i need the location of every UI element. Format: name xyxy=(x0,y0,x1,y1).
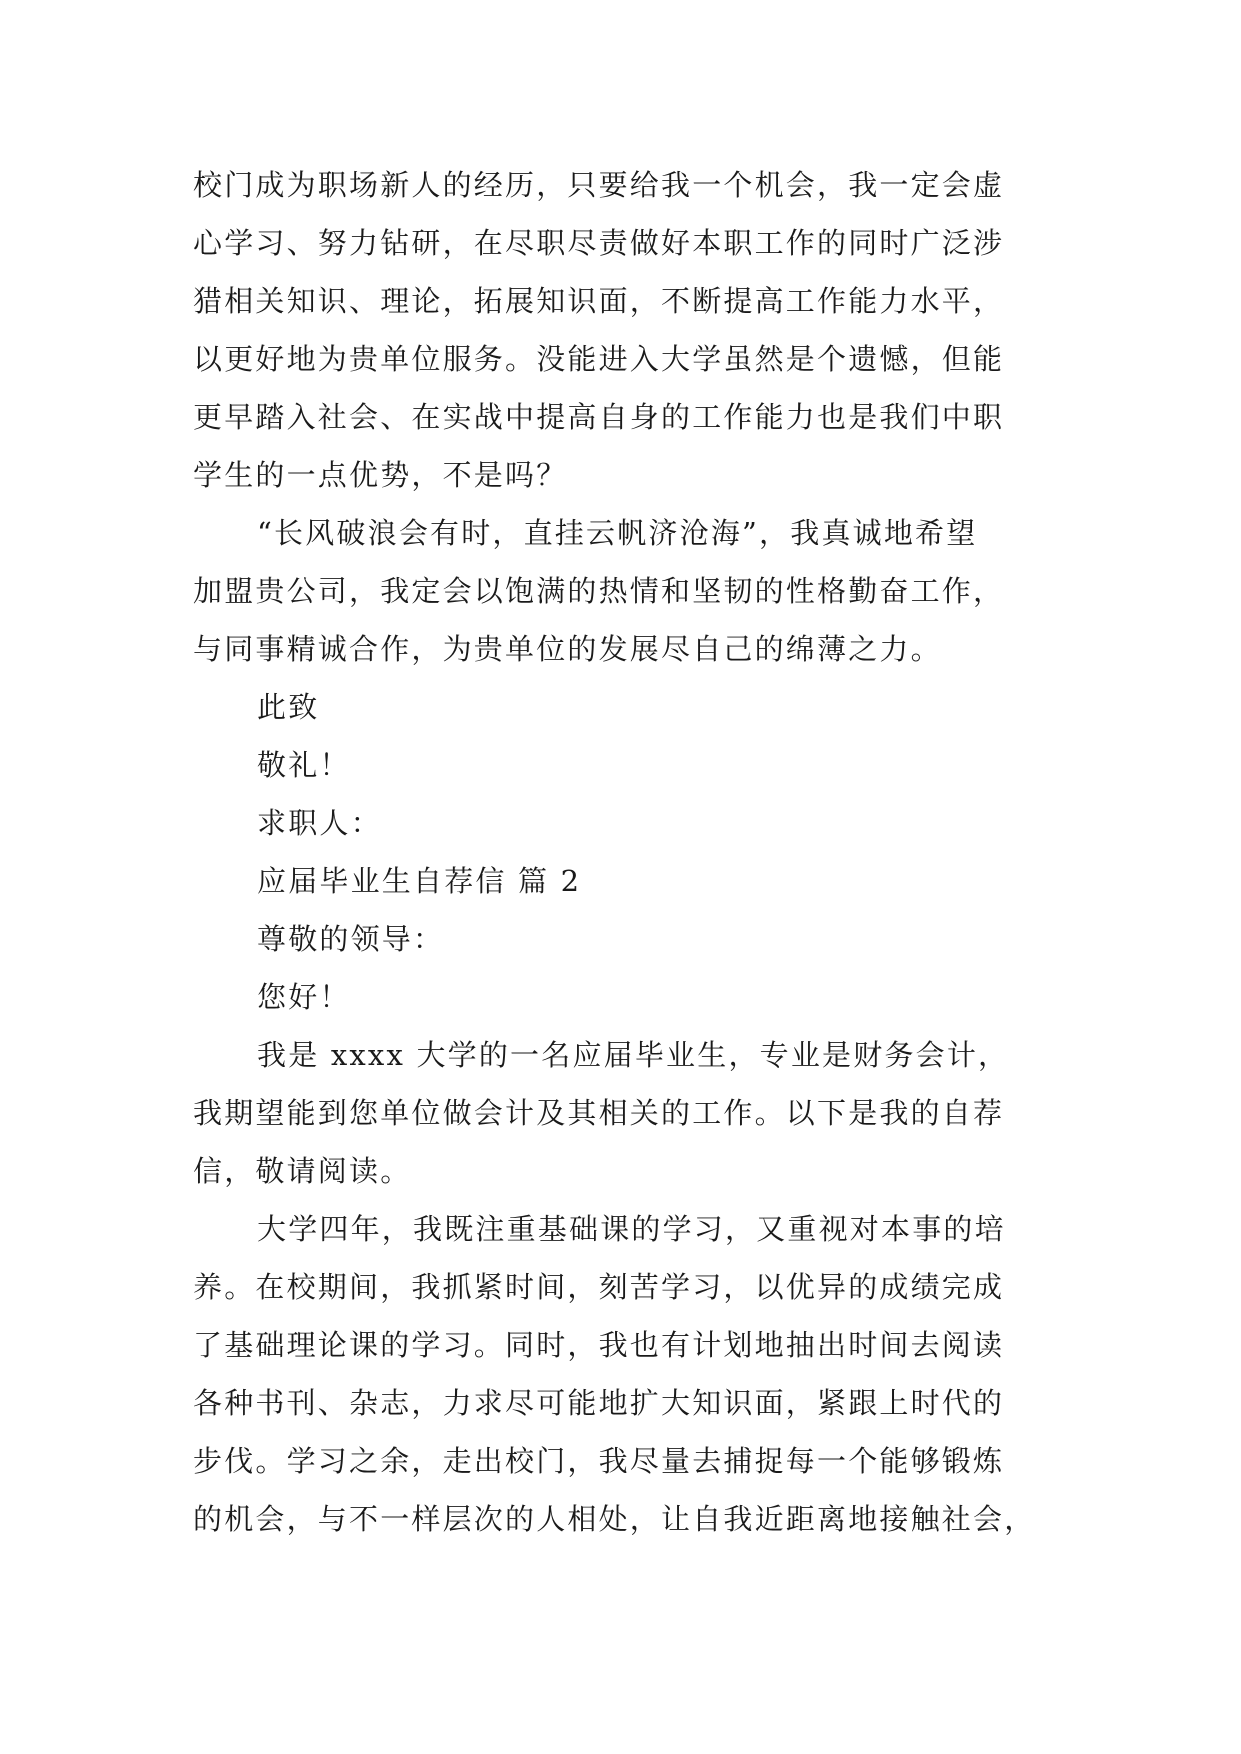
text-line: 心学习、努力钻研，在尽职尽责做好本职工作的同时广泛涉 xyxy=(193,226,1005,260)
text-line: “长风破浪会有时，直挂云帆济沧海”，我真诚地希望 xyxy=(257,516,978,550)
text-line: 各种书刊、杂志，力求尽可能地扩大知识面，紧跟上时代的 xyxy=(193,1386,1005,1420)
closing-salutation: 此致 xyxy=(257,690,320,724)
text-line: 更早踏入社会、在实战中提高自身的工作能力也是我们中职 xyxy=(193,400,1005,434)
section-title: 应届毕业生自荐信 篇 2 xyxy=(257,864,582,898)
signature-label: 求职人： xyxy=(257,806,382,840)
greeting: 尊敬的领导： xyxy=(257,922,445,956)
text-line: 养。在校期间，我抓紧时间，刻苦学习，以优异的成绩完成 xyxy=(193,1270,1005,1304)
text-line: 步伐。学习之余，走出校门，我尽量去捕捉每一个能够锻炼 xyxy=(193,1444,1005,1478)
text-line: 以更好地为贵单位服务。没能进入大学虽然是个遗憾，但能 xyxy=(193,342,1005,376)
closing-regards: 敬礼！ xyxy=(257,748,351,782)
greeting-hello: 您好！ xyxy=(257,980,351,1014)
text-line: 了基础理论课的学习。同时，我也有计划地抽出时间去阅读 xyxy=(193,1328,1005,1362)
text-line: 我期望能到您单位做会计及其相关的工作。以下是我的自荐 xyxy=(193,1096,1005,1130)
text-line: 我是 xxxx 大学的一名应届毕业生，专业是财务会计， xyxy=(257,1038,1010,1072)
text-line: 校门成为职场新人的经历，只要给我一个机会，我一定会虚 xyxy=(193,168,1005,202)
text-line: 加盟贵公司，我定会以饱满的热情和坚韧的性格勤奋工作， xyxy=(193,574,1005,608)
text-line: 信，敬请阅读。 xyxy=(193,1154,412,1188)
text-line: 与同事精诚合作，为贵单位的发展尽自己的绵薄之力。 xyxy=(193,632,942,666)
text-line: 猎相关知识、理论，拓展知识面，不断提高工作能力水平， xyxy=(193,284,1005,318)
text-line: 学生的一点优势，不是吗？ xyxy=(193,458,568,492)
text-line: 大学四年，我既注重基础课的学习，又重视对本事的培 xyxy=(257,1212,1006,1246)
text-line: 的机会，与不一样层次的人相处，让自我近距离地接触社会， xyxy=(193,1502,1036,1536)
